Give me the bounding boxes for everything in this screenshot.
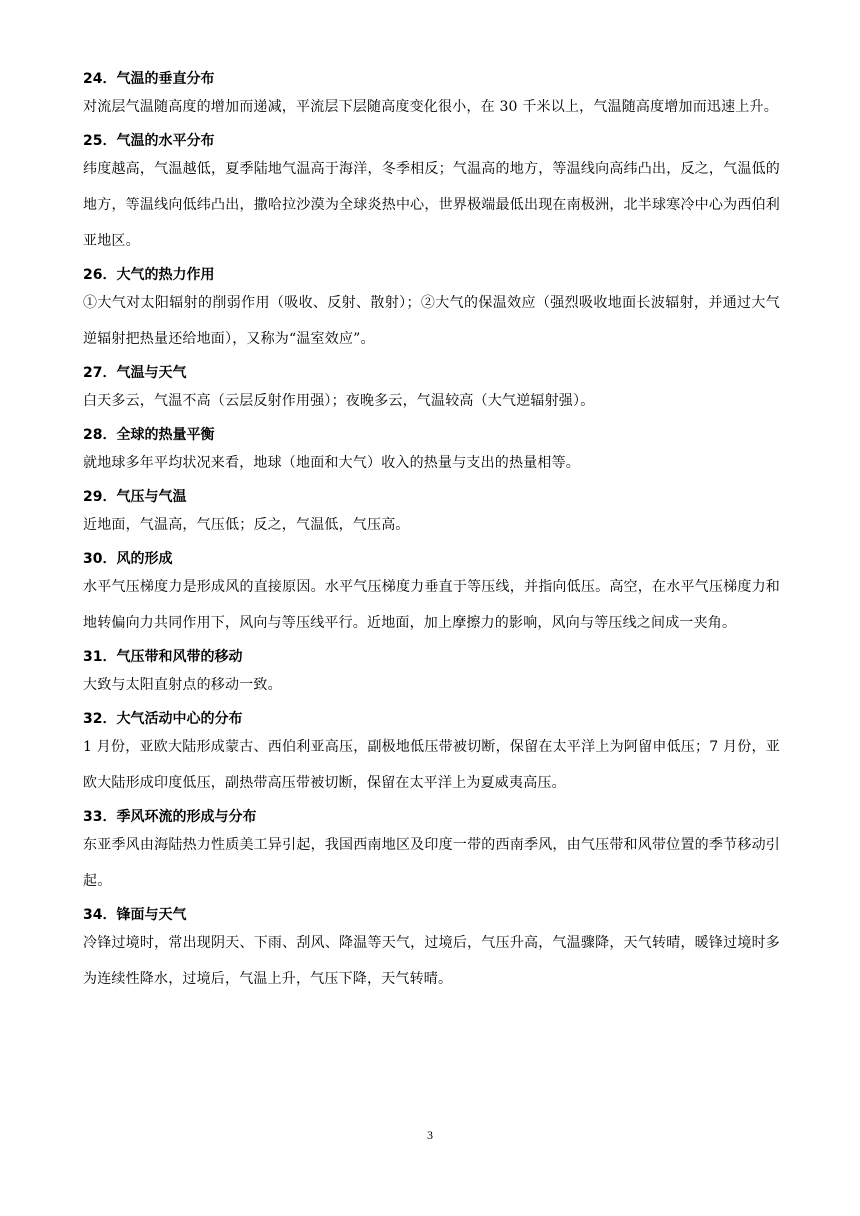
section-32 (83, 703, 780, 801)
section-29 (83, 481, 780, 543)
section-28 (83, 419, 780, 481)
section-body: 东亚季风由海陆热力性质美工异引起，我国西南地区及印度一带的西南季风，由气压带和风带位置的季节移动引起。 (83, 837, 780, 889)
section-24 (83, 63, 780, 125)
section-title: 28．全球的热量平衡 (83, 427, 215, 443)
section-title: 33．季风环流的形成与分布 (83, 809, 257, 825)
section-title: 25．气温的水平分布 (83, 133, 215, 149)
section-title: 32．大气活动中心的分布 (83, 711, 243, 727)
section-body: 白天多云，气温不高（云层反射作用强）；夜晚多云，气温较高（大气逆辐射强）。 (83, 393, 595, 409)
page-number: 3 (427, 1128, 433, 1142)
section-31 (83, 641, 780, 703)
section-title: 24．气温的垂直分布 (83, 71, 215, 87)
section-body: 冷锋过境时，常出现阴天、下雨、刮风、降温等天气，过境后，气压升高，气温骤降，天气转晴，暖锋过境时多为连续性降水，过境后，气温上升，气压下降，天气转晴。 (83, 935, 780, 987)
section-33 (83, 801, 780, 899)
section-title: 27．气温与天气 (83, 365, 187, 381)
section-body: 大致与太阳直射点的移动一致。 (83, 677, 282, 693)
section-title: 29．气压与气温 (83, 489, 187, 505)
section-body: 对流层气温随高度的增加而递减，平流层下层随高度变化很小，在 30 千米以上，气温随高度增加而迅速上升。 (83, 99, 778, 115)
section-27 (83, 357, 780, 419)
section-title: 26．大气的热力作用 (83, 267, 215, 283)
section-body: 水平气压梯度力是形成风的直接原因。水平气压梯度力垂直于等压线，并指向低压。高空，在水平气压梯度力和地转偏向力共同作用下，风向与等压线平行。近地面，加上摩擦力的影响，风向与等压线之间成一夹角。 (83, 579, 780, 631)
section-title: 31．气压带和风带的移动 (83, 649, 243, 665)
section-25 (83, 125, 780, 259)
section-title: 34．锋面与天气 (83, 907, 187, 923)
document-page (83, 63, 780, 997)
section-26 (83, 259, 780, 357)
section-34 (83, 899, 780, 997)
section-title: 30．风的形成 (83, 551, 173, 567)
section-body: 就地球多年平均状况来看，地球（地面和大气）收入的热量与支出的热量相等。 (83, 455, 580, 471)
section-body: 纬度越高，气温越低，夏季陆地气温高于海洋，冬季相反；气温高的地方，等温线向高纬凸出，反之，气温低的地方，等温线向低纬凸出，撒哈拉沙漠为全球炎热中心，世界极端最低出现在南极洲，北半球寒冷中心为西伯利亚地区。 (83, 161, 780, 249)
section-body: 近地面，气温高，气压低；反之，气温低，气压高。 (83, 517, 410, 533)
section-body: ①大气对太阳辐射的削弱作用（吸收、反射、散射）；②大气的保温效应（强烈吸收地面长波辐射，并通过大气逆辐射把热量还给地面），又称为“温室效应”。 (83, 295, 780, 347)
section-30 (83, 543, 780, 641)
section-body: 1 月份，亚欧大陆形成蒙古、西伯利亚高压，副极地低压带被切断，保留在太平洋上为阿留申低压；7 月份，亚欧大陆形成印度低压，副热带高压带被切断，保留在太平洋上为夏威夷高压。 (83, 739, 780, 791)
